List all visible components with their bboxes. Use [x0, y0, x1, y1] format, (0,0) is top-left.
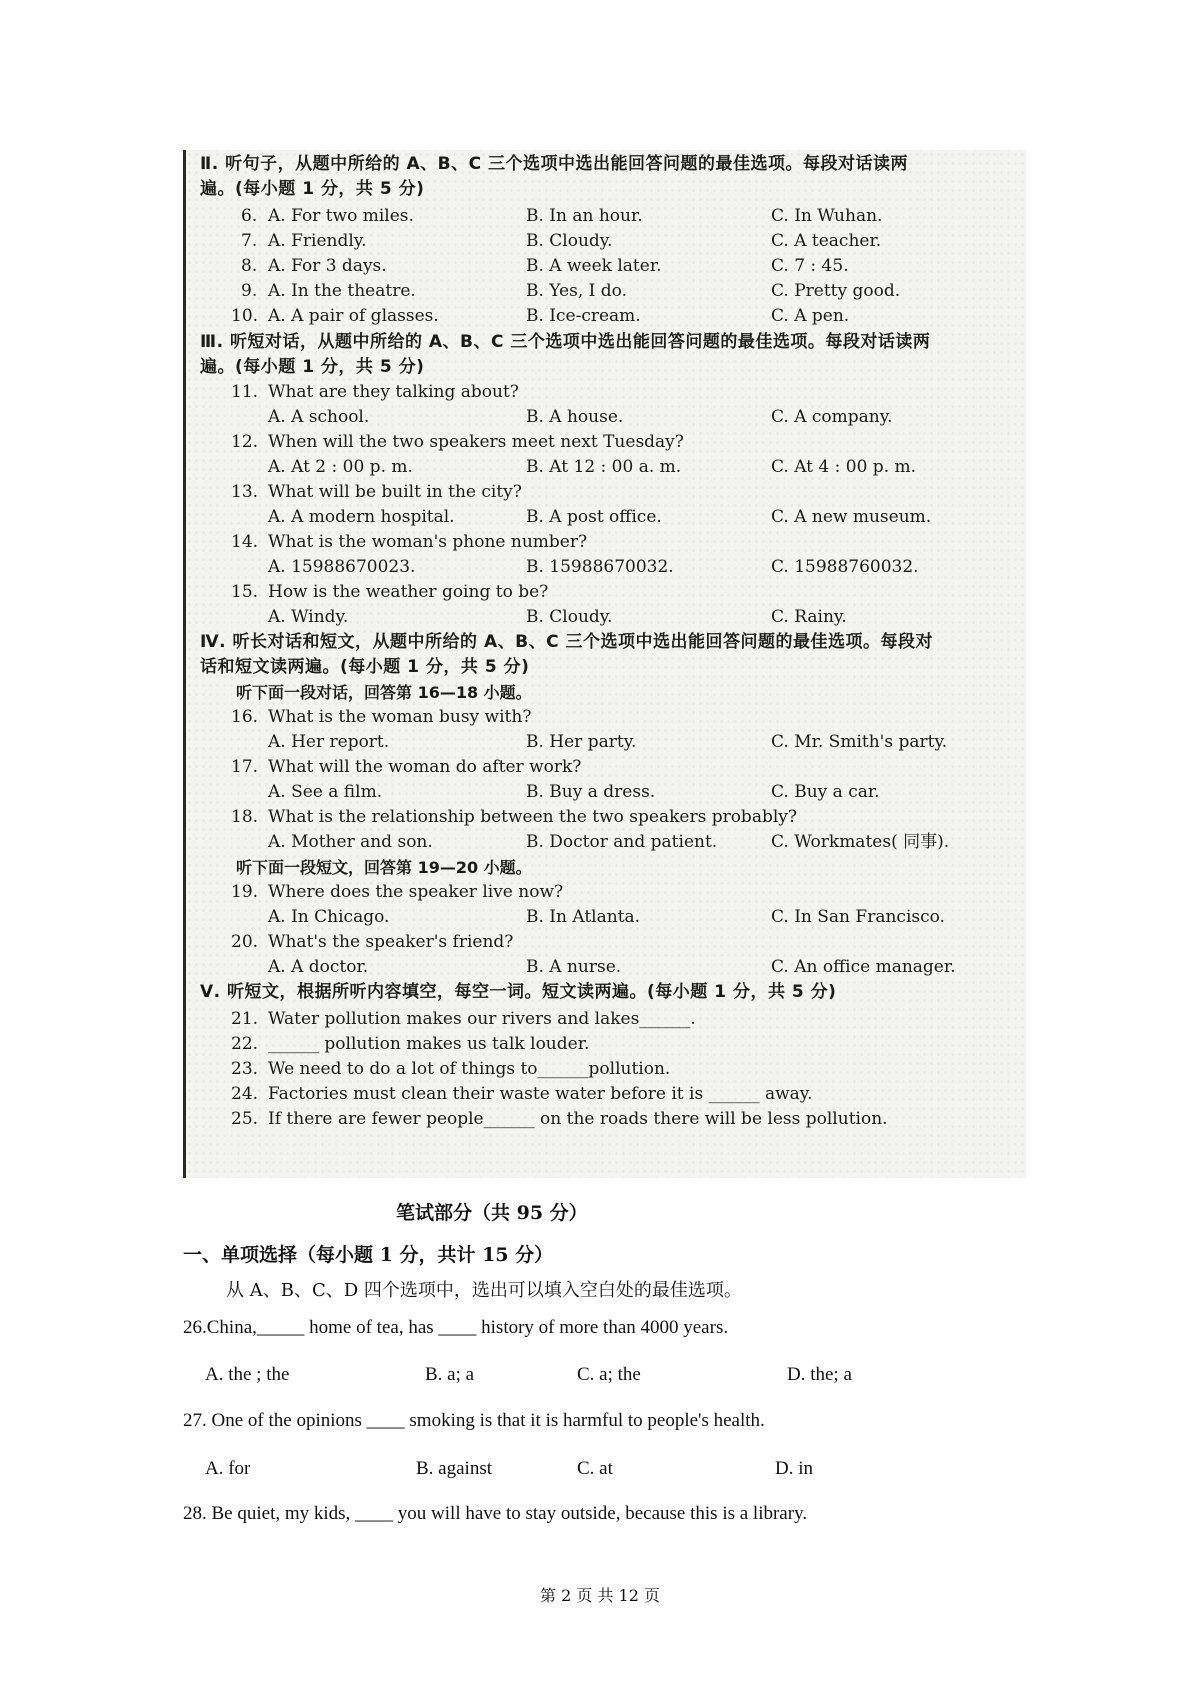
heading-line-2: 遍。(每小题 1 分，共 5 分)	[200, 357, 425, 377]
q-num: 11.	[231, 382, 259, 402]
question-row	[186, 229, 1026, 254]
q-text: What's the speaker's friend?	[268, 932, 514, 952]
q-text: Water pollution makes our rivers and lakes______.	[268, 1009, 696, 1029]
q-text: ______ pollution makes us talk louder.	[268, 1034, 590, 1054]
heading-line-1: Ⅲ. 听短对话，从题中所给的 A、B、C 三个选项中选出能回答问题的最佳选项。每段对话读两	[200, 332, 931, 352]
question-stem	[186, 380, 1026, 405]
option-row	[186, 830, 1026, 855]
section-4-heading	[200, 630, 1020, 680]
multiple-choice-instruction: 从 A、B、C、D 四个选项中，选出可以填入空白处的最佳选项。	[226, 1280, 742, 1301]
option-row	[186, 555, 1026, 580]
option-b: B. In Atlanta.	[526, 907, 641, 927]
page-footer: 第 2 页 共 12 页	[540, 1586, 660, 1605]
option-a: A. A pair of glasses.	[268, 306, 439, 326]
section-5-heading	[200, 980, 1020, 1005]
q-num: 6.	[241, 206, 258, 226]
option-c: C. A company.	[771, 407, 893, 427]
q-num: 8.	[241, 256, 258, 276]
q-num: 22.	[231, 1034, 259, 1054]
option-c: C. Buy a car.	[771, 782, 880, 802]
heading-line-1: Ⅳ. 听长对话和短文，从题中所给的 A、B、C 三个选项中选出能回答问题的最佳选项。每段对	[200, 632, 933, 652]
option-c: C. In Wuhan.	[771, 206, 883, 226]
option-b: B. Buy a dress.	[526, 782, 656, 802]
q-num: 15.	[231, 582, 259, 602]
q-text: We need to do a lot of things to______pollution.	[268, 1059, 671, 1079]
q26-option-a: A. the ; the	[205, 1364, 290, 1385]
option-a: A. 15988670023.	[268, 557, 416, 577]
fill-blank-item	[186, 1007, 1026, 1032]
question-28: 28. Be quiet, my kids, ____ you will have to stay outside, because this is a library.	[183, 1503, 808, 1524]
option-row	[186, 605, 1026, 630]
q-text: What is the woman's phone number?	[268, 532, 588, 552]
heading-line-2: 遍。(每小题 1 分，共 5 分)	[200, 179, 425, 199]
option-a: A. For two miles.	[268, 206, 414, 226]
question-row	[186, 304, 1026, 329]
q-num: 19.	[231, 882, 259, 902]
q26-option-b: B. a; a	[425, 1364, 475, 1385]
question-stem	[186, 480, 1026, 505]
question-stem	[186, 705, 1026, 730]
option-c: C. Pretty good.	[771, 281, 901, 301]
q-text: What are they talking about?	[268, 382, 519, 402]
q27-option-a: A. for	[205, 1458, 251, 1479]
passage-instruction: 听下面一段短文，回答第 19—20 小题。	[236, 858, 532, 877]
question-stem	[186, 430, 1026, 455]
question-stem	[186, 805, 1026, 830]
option-row	[186, 780, 1026, 805]
q-num: 9.	[241, 281, 258, 301]
q-text: What is the relationship between the two speakers probably?	[268, 807, 797, 827]
q-text: When will the two speakers meet next Tuesday?	[268, 432, 684, 452]
heading-line-1: Ⅱ. 听句子，从题中所给的 A、B、C 三个选项中选出能回答问题的最佳选项。每段对话读两	[200, 154, 908, 174]
option-b: B. A house.	[526, 407, 624, 427]
option-a: A. Her report.	[268, 732, 390, 752]
q27-option-d: D. in	[775, 1458, 813, 1479]
option-a: A. Mother and son.	[268, 832, 433, 852]
question-stem	[186, 580, 1026, 605]
q-num: 24.	[231, 1084, 259, 1104]
option-a: A. At 2 : 00 p. m.	[268, 457, 413, 477]
q26-option-d: D. the; a	[787, 1364, 852, 1385]
option-c: C. Rainy.	[771, 607, 847, 627]
q-text: How is the weather going to be?	[268, 582, 549, 602]
heading-line-1: Ⅴ. 听短文，根据所听内容填空，每空一词。短文读两遍。(每小题 1 分，共 5 分)	[200, 982, 837, 1002]
option-a: A. A school.	[268, 407, 370, 427]
q-num: 10.	[231, 306, 259, 326]
option-b: B. A post office.	[526, 507, 662, 527]
option-b: B. Cloudy.	[526, 607, 613, 627]
q26-option-c: C. a; the	[577, 1364, 641, 1385]
option-row	[186, 730, 1026, 755]
question-row	[186, 204, 1026, 229]
option-b: B. Her party.	[526, 732, 637, 752]
fill-blank-item	[186, 1082, 1026, 1107]
option-c: C. A pen.	[771, 306, 850, 326]
option-b: B. A week later.	[526, 256, 662, 276]
q-text: Where does the speaker live now?	[268, 882, 564, 902]
option-b: B. 15988670032.	[526, 557, 674, 577]
option-c: C. Mr. Smith's party.	[771, 732, 948, 752]
question-stem	[186, 880, 1026, 905]
q-num: 14.	[231, 532, 259, 552]
option-c: C. In San Francisco.	[771, 907, 945, 927]
listening-scan	[183, 150, 1026, 1178]
question-row	[186, 279, 1026, 304]
q-text: What will be built in the city?	[268, 482, 522, 502]
q-text: If there are fewer people______ on the roads there will be less pollution.	[268, 1109, 888, 1129]
option-b: B. Cloudy.	[526, 231, 613, 251]
q-num: 20.	[231, 932, 259, 952]
q27-option-c: C. at	[577, 1458, 613, 1479]
section-3-heading	[200, 330, 1020, 380]
dialogue-instruction: 听下面一段对话，回答第 16—18 小题。	[236, 683, 532, 702]
question-26: 26.China,_____ home of tea, has ____ history of more than 4000 years.	[183, 1317, 729, 1338]
option-c: C. 15988760032.	[771, 557, 919, 577]
q-text: What is the woman busy with?	[268, 707, 532, 727]
q-num: 17.	[231, 757, 259, 777]
question-stem	[186, 930, 1026, 955]
section-2-heading	[200, 152, 1020, 202]
q-num: 23.	[231, 1059, 259, 1079]
q-num: 21.	[231, 1009, 259, 1029]
fill-blank-item	[186, 1032, 1026, 1057]
option-b: B. Doctor and patient.	[526, 832, 718, 852]
option-a: A. Friendly.	[268, 231, 367, 251]
option-a: A. In the theatre.	[268, 281, 416, 301]
option-row	[186, 505, 1026, 530]
option-a: A. A modern hospital.	[268, 507, 455, 527]
option-row	[186, 405, 1026, 430]
option-a: A. A doctor.	[268, 957, 369, 977]
heading-line-2: 话和短文读两遍。(每小题 1 分，共 5 分)	[200, 657, 530, 677]
multiple-choice-heading: 一、单项选择（每小题 1 分，共计 15 分）	[183, 1244, 554, 1266]
option-c: C. An office manager.	[771, 957, 956, 977]
option-c: C. A new museum.	[771, 507, 932, 527]
question-stem	[186, 530, 1026, 555]
fill-blank-item	[186, 1057, 1026, 1082]
question-row	[186, 254, 1026, 279]
q-num: 7.	[241, 231, 258, 251]
q-num: 12.	[231, 432, 259, 452]
option-row	[186, 455, 1026, 480]
option-b: B. At 12 : 00 a. m.	[526, 457, 682, 477]
q-num: 18.	[231, 807, 259, 827]
option-b: B. A nurse.	[526, 957, 622, 977]
q-num: 16.	[231, 707, 259, 727]
q-text: What will the woman do after work?	[268, 757, 582, 777]
q-num: 25.	[231, 1109, 259, 1129]
written-section-title: 笔试部分（共 95 分）	[396, 1202, 588, 1224]
question-stem	[186, 755, 1026, 780]
option-c: C. At 4 : 00 p. m.	[771, 457, 917, 477]
option-b: B. Yes, I do.	[526, 281, 627, 301]
option-c: C. 7 : 45.	[771, 256, 849, 276]
option-a: A. Windy.	[268, 607, 349, 627]
option-b: B. Ice-cream.	[526, 306, 641, 326]
q-text: Factories must clean their waste water before it is ______ away.	[268, 1084, 813, 1104]
option-a: A. See a film.	[268, 782, 383, 802]
fill-blank-item	[186, 1107, 1026, 1132]
option-a: A. In Chicago.	[268, 907, 390, 927]
q27-option-b: B. against	[416, 1458, 492, 1479]
option-row	[186, 955, 1026, 980]
question-27: 27. One of the opinions ____ smoking is that it is harmful to people's health.	[183, 1410, 765, 1431]
option-row	[186, 905, 1026, 930]
q-num: 13.	[231, 482, 259, 502]
option-c: C. Workmates( 同事).	[771, 832, 950, 852]
option-b: B. In an hour.	[526, 206, 643, 226]
option-a: A. For 3 days.	[268, 256, 387, 276]
option-c: C. A teacher.	[771, 231, 882, 251]
